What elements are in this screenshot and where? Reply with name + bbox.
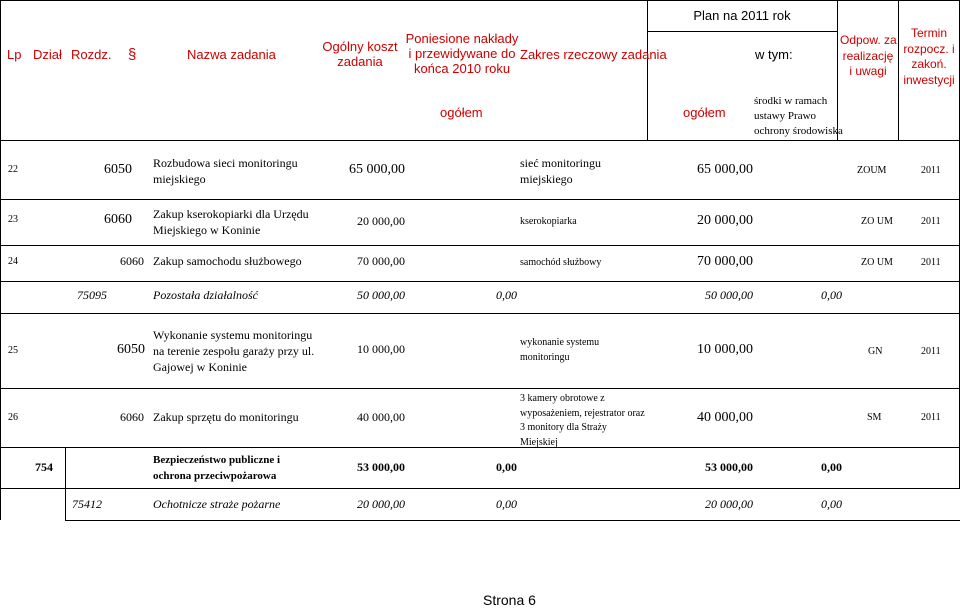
row-rozdz: 6050 bbox=[104, 162, 132, 177]
rule bbox=[0, 281, 960, 282]
col-rozdz: Rozdz. bbox=[71, 47, 112, 62]
section-srodki: 0,00 bbox=[821, 288, 842, 302]
row-plan: 65 000,00 bbox=[697, 162, 753, 177]
section-nazwa: Bezpieczeństwo publiczne i ochrona przeciwpożarowa bbox=[153, 454, 281, 482]
section-koszt: 53 000,00 bbox=[357, 460, 405, 474]
row-plan: 10 000,00 bbox=[697, 342, 753, 357]
row-zakres: sieć monitoringu miejskiego bbox=[520, 156, 601, 187]
col-ogolem-plan: ogółem bbox=[683, 105, 726, 120]
row-lp: 22 bbox=[8, 164, 18, 175]
col-nazwa: Nazwa zadania bbox=[187, 47, 276, 62]
row-nazwa: Zakup samochodu służbowego bbox=[153, 254, 302, 268]
section-srodki: 0,00 bbox=[821, 497, 842, 511]
rule bbox=[65, 520, 960, 521]
col-koszt: Ogólny koszt zadania bbox=[322, 39, 398, 69]
section-poniesione: 0,00 bbox=[496, 288, 517, 302]
row-nazwa: Zakup kserokopiarki dla Urzędu Miejskiego w Koninie bbox=[153, 207, 309, 238]
row-nazwa: Wykonanie systemu monitoringu na terenie zespołu garaży przy ul. Gajowej w Koninie bbox=[153, 328, 315, 375]
section-code: 754 bbox=[35, 460, 53, 474]
rule bbox=[0, 245, 960, 246]
section-poniesione: 0,00 bbox=[496, 460, 517, 474]
row-lp: 25 bbox=[8, 345, 18, 356]
row-odpow: SM bbox=[867, 412, 882, 423]
section-plan: 50 000,00 bbox=[705, 288, 753, 302]
col-lp: Lp bbox=[7, 47, 22, 62]
row-termin: 2011 bbox=[921, 216, 941, 227]
row-zakres: samochód służbowy bbox=[520, 257, 602, 268]
col-dzial: Dział bbox=[33, 47, 62, 62]
row-lp: 23 bbox=[8, 214, 18, 225]
row-rozdz: 6050 bbox=[117, 342, 145, 357]
rule bbox=[0, 313, 960, 314]
row-odpow: GN bbox=[868, 346, 883, 357]
rule bbox=[0, 140, 960, 141]
row-koszt: 10 000,00 bbox=[357, 342, 405, 356]
col-paragraph: § bbox=[128, 46, 137, 63]
rule bbox=[0, 0, 960, 1]
col-odpow: Odpow. za realizację i uwagi bbox=[840, 33, 897, 79]
row-termin: 2011 bbox=[921, 165, 941, 176]
col-termin: Termin rozpocz. i zakoń. inwestycji bbox=[903, 26, 955, 87]
section-plan: 20 000,00 bbox=[705, 497, 753, 511]
row-odpow: ZOUM bbox=[857, 165, 887, 176]
rule bbox=[0, 447, 960, 448]
rule bbox=[0, 199, 960, 200]
row-nazwa: Rozbudowa sieci monitoringu miejskiego bbox=[153, 156, 298, 187]
rule bbox=[0, 488, 960, 489]
col-poniesione: Poniesione nakłady i przewidywane do końca 2010 roku bbox=[405, 31, 519, 76]
row-nazwa: Zakup sprzętu do monitoringu bbox=[153, 410, 299, 424]
col-zakres: Zakres rzeczowy zadania bbox=[520, 47, 667, 62]
section-code: 75095 bbox=[77, 288, 107, 302]
rule bbox=[0, 388, 960, 389]
row-koszt: 65 000,00 bbox=[349, 162, 405, 177]
section-nazwa: Pozostała działalność bbox=[153, 288, 259, 302]
rule bbox=[0, 140, 1, 520]
row-plan: 20 000,00 bbox=[697, 213, 753, 228]
row-plan: 70 000,00 bbox=[697, 254, 753, 269]
rule bbox=[647, 31, 837, 32]
row-koszt: 70 000,00 bbox=[357, 254, 405, 268]
row-lp: 24 bbox=[8, 256, 18, 267]
section-plan: 53 000,00 bbox=[705, 460, 753, 474]
row-termin: 2011 bbox=[921, 346, 941, 357]
page-number: Strona 6 bbox=[483, 592, 536, 608]
rule bbox=[65, 447, 66, 520]
row-zakres: 3 kamery obrotowe z wyposażeniem, rejestrator oraz 3 monitory dla Straży Miejskiej bbox=[520, 393, 645, 448]
section-nazwa: Ochotnicze straże pożarne bbox=[153, 497, 281, 511]
col-srodki: środki w ramach ustawy Prawo ochrony środowiska bbox=[754, 95, 843, 137]
row-rozdz: 6060 bbox=[120, 254, 144, 268]
row-rozdz: 6060 bbox=[120, 410, 144, 424]
row-termin: 2011 bbox=[921, 412, 941, 423]
row-koszt: 20 000,00 bbox=[357, 214, 405, 228]
col-plan: Plan na 2011 rok bbox=[693, 8, 791, 23]
section-koszt: 20 000,00 bbox=[357, 497, 405, 511]
row-termin: 2011 bbox=[921, 257, 941, 268]
col-ogolem-koszt: ogółem bbox=[440, 105, 483, 120]
section-code: 75412 bbox=[72, 497, 102, 511]
row-lp: 26 bbox=[8, 412, 18, 423]
row-koszt: 40 000,00 bbox=[357, 410, 405, 424]
section-poniesione: 0,00 bbox=[496, 497, 517, 511]
col-w-tym: w tym: bbox=[755, 47, 793, 62]
row-plan: 40 000,00 bbox=[697, 410, 753, 425]
rule bbox=[0, 0, 1, 141]
row-zakres: wykonanie systemu monitoringu bbox=[520, 337, 600, 363]
section-srodki: 0,00 bbox=[821, 460, 842, 474]
section-koszt: 50 000,00 bbox=[357, 288, 405, 302]
row-odpow: ZO UM bbox=[861, 257, 893, 268]
row-rozdz: 6060 bbox=[104, 212, 132, 227]
row-zakres: kserokopiarka bbox=[520, 216, 577, 227]
row-odpow: ZO UM bbox=[861, 216, 893, 227]
